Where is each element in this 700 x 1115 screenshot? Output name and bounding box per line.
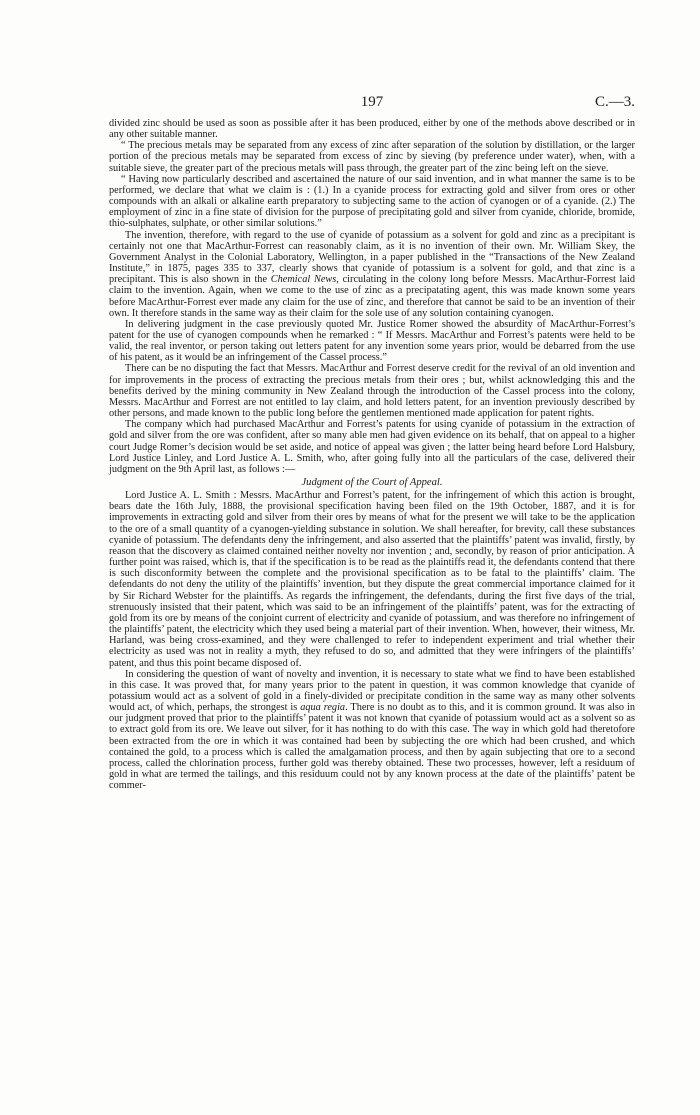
document-reference: C.—3. — [594, 94, 635, 110]
paragraph: The company which had purchased MacArthur and Forrest’s patents for using cyanide of potassium in the extraction of gold and silver from the ore was confident, after so many able men had given evidence on its behalf, that on appeal to a higher court Judge Romer’s decision would be set aside, and notice of appeal was given ; the latter being heard before Lord Halsbury, Lord Justice Linley, and Lord Justice A. L. Smith, who, after going fully into all the particulars of the case, delivered their judgment on the 9th April last, as follows :— — [109, 419, 635, 475]
page-header — [109, 94, 635, 118]
paragraph: divided zinc should be used as soon as possible after it has been produced, either by one of the methods above described or in any other suitable manner. — [109, 118, 635, 141]
section-heading: Judgment of the Court of Appeal. — [301, 477, 443, 488]
page-number: 197 — [360, 94, 384, 110]
italic-phrase: aqua regia — [300, 702, 346, 714]
paragraph: Lord Justice A. L. Smith : Messrs. MacArthur and Forrest’s patent, for the infringement of which this action is brought, bears date the 16th July, 1888, the provisional specification having been filed on the 19th October, 1887, and it is for improvements in extracting gold and silver from their ores by means of what for the present we will take to be the application to the ore of a small quantity of a cyanogen-yielding substance in solution. We shall hereafter, for brevity, call these substances cyanide of potassium. The defendants deny the infringement, and also asserted that the plaintiffs’ patent was invalid, firstly, by reason that the discovery as claimed contained neither novelty nor invention ; and, secondly, by reason of prior anticipation. A further point was raised, which is, that if the specification is to be read as the plaintiffs read it, the defendants contend that there is such disconformity between the complete and the provisional specification as to be fatal to the plaintiffs’ claim. The defendants do not deny the utility of the plaintiffs’ invention, but they dispute the great commercial importance claimed for it by Sir Richard Webster for the plaintiffs. As regards the infringement, the defendants, during the first five days of the trial, strenuously insisted that their patent, which was said to be an infringement of the plaintiffs’ patent, was for the extracting of gold from its ore by means of the conjoint current of electricity and cyanide of potassium, and was therefore no infringement of the plaintiffs’ patent, the electricity which they used being a material part of their invention. When, however, their witness, Mr. Harland, was being cross-examined, and they were challenged to refer to independent experiment and trial whether their electricity as used was not in reality a myth, they refused to do so, and admitted that they were infringers of the plaintiffs’ patent, and thus this point became disposed of. — [109, 490, 635, 669]
body-text — [109, 118, 635, 791]
paragraph: The invention, therefore, with regard to the use of cyanide of potassium as a solvent for gold and zinc as a precipitant is certainly not one that MacArthur-Forrest can reasonably claim, as it is no invention of their own. Mr. William Skey, the Government Analyst in the Colonial Laboratory, Wellington, in a paper published in the “Transactions of the New Zealand Institute,” in 1875, pages 335 to 337, clearly shows that cyanide of potassium is a solvent for gold, and that zinc is a precipitant. This is also shown in the Chemical News, circulating in the colony long before Messrs. MacArthur-Forrest laid claim to the invention. Again, when we come to the use of zinc as a precipatating agent, this was made known some years before MacArthur-Forrest ever made any claim for the use of zinc, and therefore that cannot be said to be an invention of their own. It therefore stands in the same way as their claim for the sole use of any solution containing cyanogen. — [109, 229, 635, 319]
paragraph: In delivering judgment in the case previously quoted Mr. Justice Romer showed the absurdity of MacArthur-Forrest’s patent for the use of cyanogen compounds when he remarked : “ If Messrs. MacArthur and Forrest’s patents were held to be valid, the real inventor, or person taking out letters patent for any invention some years prior, would be debarred from the use of his patent, as it would be an infringement of the Cassel process.” — [109, 318, 635, 364]
italic-phrase: Chemical News — [270, 274, 337, 286]
paragraph: There can be no disputing the fact that Messrs. MacArthur and Forrest deserve credit for the revival of an old invention and for improvements in the process of extracting the precious metals from their ores ; but, whilst acknowledging this and the benefits derived by the mining community in New Zealand through the introduction of the Cassel process into the colony, Messrs. MacArthur and Forrest are not entitled to lay claim, and hold letters patent, for an invention previously described by other persons, and made known to the public long before the gentlemen mentioned made application for patent rights. — [109, 363, 635, 420]
paragraph: “ Having now particularly described and ascertained the nature of our said invention, and in what manner the same is to be performed, we declare that what we claim is : (1.) In a cyanide process for extracting gold and silver from ores or other compounds with an alkali or alkaline earth preparatory to subjecting same to the action of cyanogen or of a cyanide. (2.) The employment of zinc in a fine state of division for the purpose of precipitating gold and silver from cyanide, chloride, bromide, thio-sulphates, sulphate, or other similar solutions.” — [109, 173, 635, 230]
document-page — [109, 94, 635, 791]
paragraph: In considering the question of want of novelty and invention, it is necessary to state what we find to have been established in this case. It was proved that, for many years prior to the patent in question, it was common knowledge that cyanide of potassium would act as a solvent of gold in a finely-divided or precipitate condition in the same way as many other solvents would act, of which, perhaps, the strongest is aqua regia. There is no doubt as to this, and it is common ground. It was also in our judgment proved that prior to the plaintiffs’ patent it was not known that cyanide of potassium would act as a solvent so as to extract gold from its ore. We leave out silver, for it has nothing to do with this case. The way in which gold had theretofore been extracted from the ore in which it was contained had been by subjecting the ore which had been crushed, and which contained the gold, to a process which is called the amalgamation process, and then by again subjecting that ore to a second process, called the chlorination process, further gold was thereby obtained. These two processes, however, left a residuum of gold in what are termed the tailings, and this residuum could not by any known process at the date of the plaintiffs’ patent be commer- — [109, 668, 635, 792]
paragraph: “ The precious metals may be separated from any excess of zinc after separation of the solution by distillation, or the larger portion of the precious metals may be separated from excess of zinc by sieving (by preference under water), when, with a suitable sieve, the greater part of the precious metals will pass through, the greater part of the zinc being left on the sieve. — [109, 140, 635, 174]
